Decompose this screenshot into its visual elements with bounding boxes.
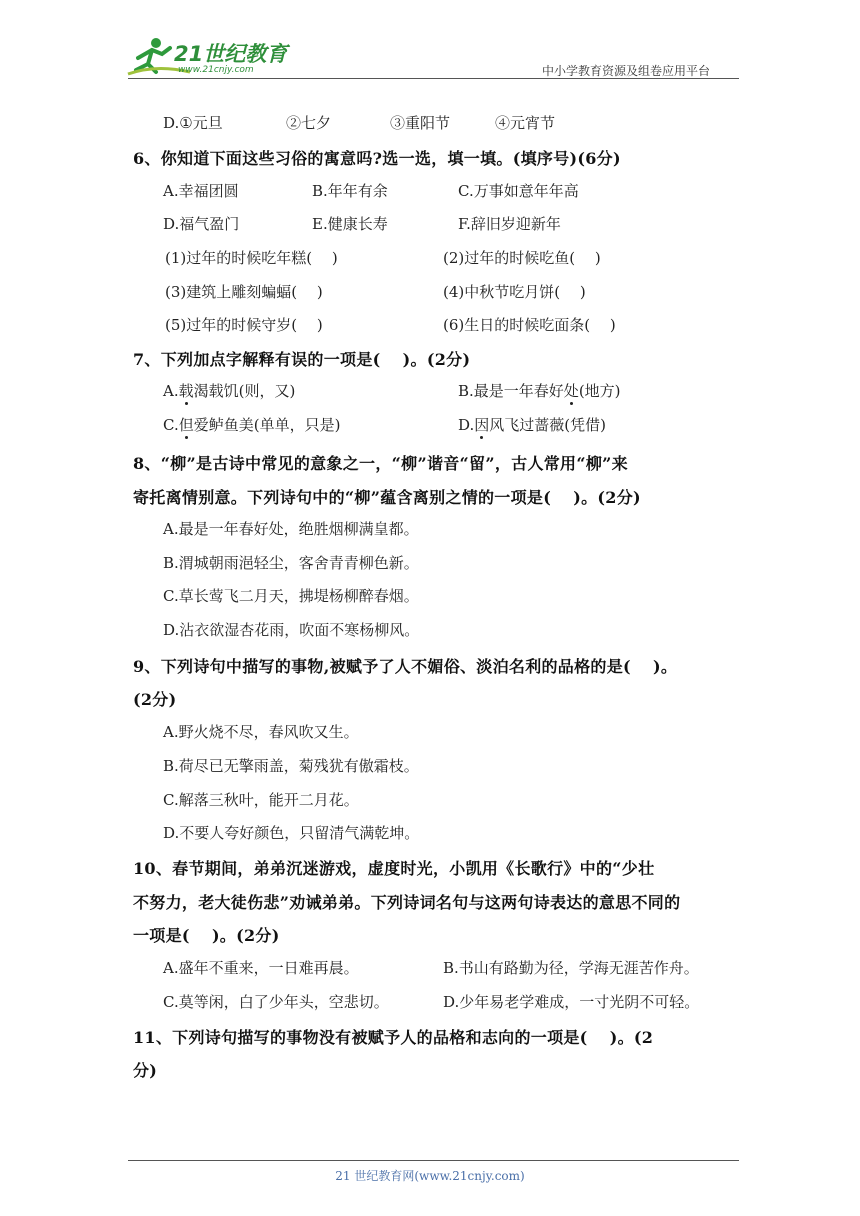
header-platform-text: 中小学教育资源及组卷应用平台 bbox=[542, 64, 711, 78]
q6-item-5: (5)过年的时候守岁( ) bbox=[165, 316, 323, 334]
q9-option-b: B.荷尽已无擎雨盖，菊残犹有傲霜枝。 bbox=[163, 757, 419, 775]
q6-option-f: F.辞旧岁迎新年 bbox=[458, 215, 561, 233]
option-d-4: ④元宵节 bbox=[495, 114, 556, 132]
question-10-stem-line-3: 一项是( )。(2分) bbox=[133, 926, 280, 945]
header-divider bbox=[128, 78, 739, 79]
question-11-stem-line-1: 11、下列诗句描写的事物没有被赋予人的品格和志向的一项是( )。(2 bbox=[133, 1028, 654, 1047]
logo-url: www.21cnjy.com bbox=[178, 65, 254, 75]
q7-option-d: D.因风飞过蔷薇(凭借) bbox=[458, 416, 606, 434]
q7-option-b: B.最是一年春好处(地方) bbox=[458, 382, 621, 400]
q8-option-b: B.渭城朝雨浥轻尘，客舍青青柳色新。 bbox=[163, 554, 419, 572]
q10-option-c: C.莫等闲，白了少年头，空悲切。 bbox=[163, 993, 389, 1011]
q9-option-c: C.解落三秋叶，能开二月花。 bbox=[163, 791, 359, 809]
q8-option-d: D.沾衣欲湿杏花雨，吹面不寒杨柳风。 bbox=[163, 621, 420, 639]
question-9-stem-line-1: 9、下列诗句中描写的事物,被赋予了人不媚俗、淡泊名利的品格的是( )。 bbox=[133, 657, 678, 676]
question-6-stem: 6、你知道下面这些习俗的寓意吗?选一选，填一填。(填序号)(6分) bbox=[133, 149, 621, 168]
q6-item-1: (1)过年的时候吃年糕( ) bbox=[165, 249, 338, 267]
q7-option-a: A.载渴载饥(则，又) bbox=[163, 382, 296, 400]
option-d-2: ②七夕 bbox=[286, 114, 332, 132]
q6-option-c: C.万事如意年年高 bbox=[458, 182, 579, 200]
site-logo bbox=[126, 34, 296, 80]
question-10-stem-line-2: 不努力，老大徒伤悲”劝诫弟弟。下列诗词名句与这两句诗表达的意思不同的 bbox=[133, 893, 681, 912]
question-10-stem-line-1: 10、春节期间，弟弟沉迷游戏，虚度时光，小凯用《长歌行》中的“少壮 bbox=[133, 859, 655, 878]
footer-link[interactable]: 21 世纪教育网(www.21cnjy.com) bbox=[335, 1169, 525, 1183]
question-8-stem-line-2: 寄托离情别意。下列诗句中的“柳”蕴含离别之情的一项是( )。(2分) bbox=[133, 488, 641, 507]
logo-text: 21世纪教育 bbox=[174, 42, 288, 66]
question-11-stem-line-2: 分) bbox=[133, 1061, 158, 1080]
q9-option-d: D.不要人夸好颜色，只留清气满乾坤。 bbox=[163, 824, 420, 842]
footer-divider bbox=[128, 1160, 739, 1161]
q6-option-a: A.幸福团圆 bbox=[163, 182, 239, 200]
q7-option-c: C.但爱鲈鱼美(单单，只是) bbox=[163, 416, 341, 434]
option-d-3: ③重阳节 bbox=[390, 114, 451, 132]
q6-option-e: E.健康长寿 bbox=[312, 215, 388, 233]
q8-option-a: A.最是一年春好处，绝胜烟柳满皇都。 bbox=[163, 520, 419, 538]
q6-item-6: (6)生日的时候吃面条( ) bbox=[443, 316, 616, 334]
question-7-stem: 7、下列加点字解释有误的一项是( )。(2分) bbox=[133, 350, 471, 369]
q10-option-a: A.盛年不重来，一日难再晨。 bbox=[163, 959, 359, 977]
q6-item-2: (2)过年的时候吃鱼( ) bbox=[443, 249, 601, 267]
q6-option-d: D.福气盈门 bbox=[163, 215, 240, 233]
option-d: D.①元旦 bbox=[163, 114, 223, 132]
question-8-stem-line-1: 8、“柳”是古诗中常见的意象之一，“柳”谐音“留”，古人常用“柳”来 bbox=[133, 454, 628, 473]
q6-item-3: (3)建筑上雕刻蝙蝠( ) bbox=[165, 283, 323, 301]
q10-option-d: D.少年易老学难成，一寸光阴不可轻。 bbox=[443, 993, 700, 1011]
q10-option-b: B.书山有路勤为径，学海无涯苦作舟。 bbox=[443, 959, 699, 977]
question-9-stem-line-2: (2分) bbox=[133, 690, 177, 709]
q8-option-c: C.草长莺飞二月天，拂堤杨柳醉春烟。 bbox=[163, 587, 419, 605]
q6-item-4: (4)中秋节吃月饼( ) bbox=[443, 283, 586, 301]
q6-option-b: B.年年有余 bbox=[312, 182, 388, 200]
q9-option-a: A.野火烧不尽，春风吹又生。 bbox=[163, 723, 359, 741]
